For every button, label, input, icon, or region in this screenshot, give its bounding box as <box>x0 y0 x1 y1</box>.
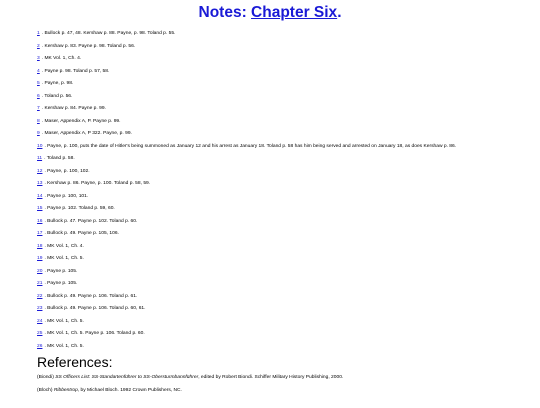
note-text: Maser, Appendix A, P 322. Payne, p. 99. <box>44 131 132 136</box>
note-text: Kershaw p. 86. Payne, p. 100. Toland p. 58, 59. <box>47 181 151 186</box>
reference-title: Ribbentrop <box>53 388 78 393</box>
note-text: Payne p. 98. Toland p. 57, 58. <box>44 68 110 74</box>
note-number-link[interactable]: 21 <box>37 281 43 286</box>
note-text: MK Vol. 1, Ch. 5. <box>47 343 84 349</box>
note-text: Payne, p. 98. <box>44 81 74 86</box>
note-item: 22 . Bullock p. 49. Payne p. 106. Toland p. 61. <box>37 293 138 299</box>
note-number-link[interactable]: 10 <box>37 143 43 149</box>
note-item: 21 . Payne p. 105. <box>37 281 78 286</box>
note-number-link[interactable]: 5 <box>37 81 40 86</box>
note-item: 24 . MK Vol. 1, Ch. 5. <box>37 318 84 324</box>
note-text: Maser, Appendix A, P. Payne p. 99. <box>44 118 121 124</box>
note-number-link[interactable]: 16 <box>37 218 43 224</box>
note-number-link[interactable]: 15 <box>37 206 43 211</box>
note-text: Bullock p. 47, 48. Kershaw p. 88. Payne, p. 98. Toland p. 55. <box>44 31 176 36</box>
reference-author: (Bloch) <box>37 388 54 393</box>
note-item: 13 . Kershaw p. 86. Payne, p. 100. Toland p. 58, 59. <box>37 181 151 186</box>
note-number-link[interactable]: 18 <box>37 243 43 249</box>
note-text: Payne, p. 100, 102. <box>47 168 90 174</box>
note-number-link[interactable]: 2 <box>37 43 40 49</box>
note-number-link[interactable]: 1 <box>37 31 40 36</box>
reference-details: , by Michael Bloch. 1992 Crown Publishers, NC. <box>77 388 182 393</box>
references-list <box>37 375 524 394</box>
note-number-link[interactable]: 26 <box>37 343 43 349</box>
note-item: 1 . Bullock p. 47, 48. Kershaw p. 88. Payne, p. 98. Toland p. 55. <box>37 31 176 36</box>
note-item: 6 . Toland p. 56. <box>37 93 73 99</box>
note-number-link[interactable]: 11 <box>37 156 43 161</box>
references-heading: References: <box>37 354 113 370</box>
notes-list <box>37 31 524 350</box>
note-text: Payne p. 100, 101. <box>47 193 89 199</box>
note-item: 10 . Payne, p. 100, puts the date of Hitler's being summoned as January 12 and his arrest as January 18. Toland p. 58 has him being served and arrested on January 18, as does Kershaw p. 86. <box>37 143 457 149</box>
note-item: 15 . Payne p. 102. Toland p. 59, 60. <box>37 206 115 211</box>
note-number-link[interactable]: 17 <box>37 231 43 236</box>
note-item: 25 . MK Vol. 1, Ch. 5. Payne p. 106. Toland p. 60. <box>37 331 145 336</box>
note-number-link[interactable]: 19 <box>37 256 43 261</box>
note-text: Bullock p. 49. Payne p. 105, 106. <box>47 231 119 236</box>
note-number-link[interactable]: 24 <box>37 318 43 324</box>
note-item: 3 . MK Vol. 1, Ch. 4. <box>37 56 82 61</box>
note-item: 12 . Payne, p. 100, 102. <box>37 168 90 174</box>
note-item: 16 . Bullock p. 47. Payne p. 102. Toland p. 60. <box>37 218 138 224</box>
chapter-link[interactable]: Chapter Six <box>251 4 338 21</box>
note-number-link[interactable]: 14 <box>37 193 43 199</box>
reference-item <box>37 388 524 394</box>
note-item: 2 . Kershaw p. 83. Payne p. 98. Toland p. 56. <box>37 43 136 49</box>
note-item: 8 . Maser, Appendix A, P. Payne p. 99. <box>37 118 121 124</box>
note-text: MK Vol. 1, Ch. 4. <box>44 56 82 61</box>
note-number-link[interactable]: 9 <box>37 131 40 136</box>
note-text: MK Vol. 1, Ch. 5. Payne p. 106. Toland p. 60. <box>47 331 145 336</box>
note-item: 9 . Maser, Appendix A, P 322. Payne, p. 99. <box>37 131 132 136</box>
note-text: Payne p. 102. Toland p. 59, 60. <box>47 206 115 211</box>
note-text: MK Vol. 1, Ch. 4. <box>47 243 84 249</box>
title-prefix: Notes: <box>198 4 252 21</box>
note-text: Bullock p. 47. Payne p. 102. Toland p. 60. <box>47 218 138 224</box>
note-text: Toland p. 58. <box>46 156 75 161</box>
note-number-link[interactable]: 3 <box>37 56 40 61</box>
note-item: 7 . Kershaw p. 84. Payne p. 99. <box>37 106 106 111</box>
note-item: 11 . Toland p. 58. <box>37 156 75 161</box>
note-item: 18 . MK Vol. 1, Ch. 4. <box>37 243 84 249</box>
note-number-link[interactable]: 20 <box>37 268 43 274</box>
note-text: Kershaw p. 83. Payne p. 98. Toland p. 56. <box>44 43 136 49</box>
note-number-link[interactable]: 4 <box>37 68 40 74</box>
note-number-link[interactable]: 6 <box>37 93 40 99</box>
note-text: MK Vol. 1, Ch. 5. <box>47 256 84 261</box>
note-text: Toland p. 56. <box>44 93 73 99</box>
note-number-link[interactable]: 22 <box>37 293 43 299</box>
note-text: Payne p. 105. <box>47 268 78 274</box>
note-text: Bullock p. 49. Payne p. 106. Toland p. 61. <box>47 293 138 299</box>
note-item: 4 . Payne p. 98. Toland p. 57, 58. <box>37 68 110 74</box>
note-item: 14 . Payne p. 100, 101. <box>37 193 89 199</box>
reference-title: SS Officers List: SS-Standartenführer to SS-Obersturmbannführer <box>55 375 199 380</box>
reference-details: , edited by Robert Biondi. Schiffer Military History Publishing, 2000. <box>198 375 344 380</box>
note-number-link[interactable]: 25 <box>37 331 43 336</box>
note-text: Kershaw p. 84. Payne p. 99. <box>44 106 106 111</box>
page-title <box>0 3 540 22</box>
note-text: Payne p. 105. <box>47 281 78 286</box>
note-item: 20 . Payne p. 105. <box>37 268 78 274</box>
reference-author: (Biondi) <box>37 375 56 380</box>
note-text: Bullock p. 49. Payne p. 106. Toland p. 60, 61. <box>47 306 146 311</box>
note-item: 5 . Payne, p. 98. <box>37 81 74 86</box>
note-number-link[interactable]: 12 <box>37 168 43 174</box>
note-text: Payne, p. 100, puts the date of Hitler's being summoned as January 12 and his arrest as January 18. Toland p. 58 has him being served and arrested on January 18, as does Kershaw p. 86. <box>47 143 457 149</box>
reference-item <box>37 375 524 381</box>
note-text: MK Vol. 1, Ch. 5. <box>47 318 84 324</box>
note-number-link[interactable]: 7 <box>37 106 40 111</box>
note-item: 19 . MK Vol. 1, Ch. 5. <box>37 256 84 261</box>
note-item: 17 . Bullock p. 49. Payne p. 105, 106. <box>37 231 119 236</box>
note-item: 23 . Bullock p. 49. Payne p. 106. Toland p. 60, 61. <box>37 306 146 311</box>
note-item: 26 . MK Vol. 1, Ch. 5. <box>37 343 84 349</box>
note-number-link[interactable]: 23 <box>37 306 43 311</box>
note-number-link[interactable]: 8 <box>37 118 40 124</box>
title-suffix: . <box>337 4 342 21</box>
note-number-link[interactable]: 13 <box>37 181 43 186</box>
